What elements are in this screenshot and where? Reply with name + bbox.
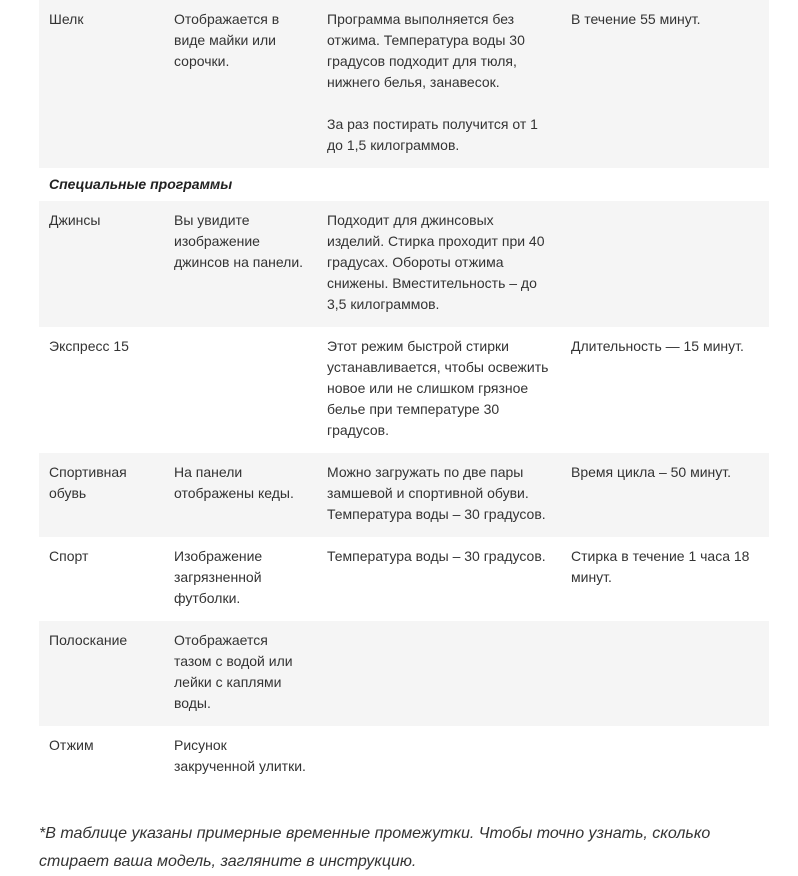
program-icon-description: Изображение загрязненной футболки. (174, 548, 263, 606)
program-icon-description: Отображается тазом с водой или лейки с каплями воды. (164, 621, 317, 726)
program-name: Шелк (39, 0, 164, 168)
program-description: Можно загружать по две пары замшевой и спортивной обуви. Температура воды – 30 градусов. (317, 453, 561, 537)
program-name: Полоскание (39, 621, 164, 726)
table-row-rinse (39, 621, 769, 726)
program-description (317, 621, 561, 726)
program-time: Время цикла – 50 минут. (561, 453, 769, 537)
program-icon-description: Отображается в виде майки или сорочки. (164, 0, 317, 168)
program-time: Длительность — 15 минут. (571, 338, 744, 354)
table-row-sport (39, 537, 769, 621)
program-description: Подходит для джинсовых изделий. Стирка проходит при 40 градусах. Обороты отжима снижены. Вместительность – до 3,5 килограммов. (317, 201, 561, 327)
washing-programs-table (39, 0, 769, 789)
program-icon-description (164, 327, 317, 453)
program-description-extra: За раз постирать получится от 1 до 1,5 килограммов. (327, 116, 538, 153)
program-icon-description: Вы увидите изображение джинсов на панели. (164, 201, 317, 327)
program-name: Спортивная обувь (39, 453, 164, 537)
program-time (561, 726, 769, 789)
program-time (561, 621, 769, 726)
table-row-sport-shoes (39, 453, 769, 537)
table-row-express-15 (39, 327, 769, 453)
program-name: Экспресс 15 (49, 338, 129, 354)
program-description: Температура воды – 30 градусов. (327, 548, 546, 564)
footnote: *В таблице указаны примерные временные промежутки. Чтобы точно узнать, сколько стирает ваша модель, загляните в инструкцию. (39, 825, 711, 870)
program-icon-description: На панели отображены кеды. (164, 453, 317, 537)
program-description-text: Программа выполняется без отжима. Температура воды 30 градусов подходит для тюля, нижнего белья, занавесок. (327, 11, 525, 90)
section-heading: Специальные программы (49, 176, 233, 192)
table-row-silk (39, 0, 769, 168)
table-row-jeans (39, 201, 769, 327)
program-description (317, 726, 561, 789)
program-time: В течение 55 минут. (561, 0, 769, 168)
program-name: Джинсы (39, 201, 164, 327)
program-time: Стирка в течение 1 часа 18 минут. (571, 548, 750, 585)
program-time (561, 201, 769, 327)
program-icon-description: Рисунок закрученной улитки. (174, 737, 306, 774)
table-row-spin (39, 726, 769, 789)
washing-programs-table-body (39, 0, 769, 789)
program-description: Этот режим быстрой стирки устанавливается, чтобы освежить новое или не слишком грязное белье при температуре 30 градусов. (327, 338, 549, 438)
program-name: Спорт (49, 548, 89, 564)
section-heading-row (39, 168, 769, 201)
program-description (317, 0, 561, 168)
program-name: Отжим (49, 737, 94, 753)
